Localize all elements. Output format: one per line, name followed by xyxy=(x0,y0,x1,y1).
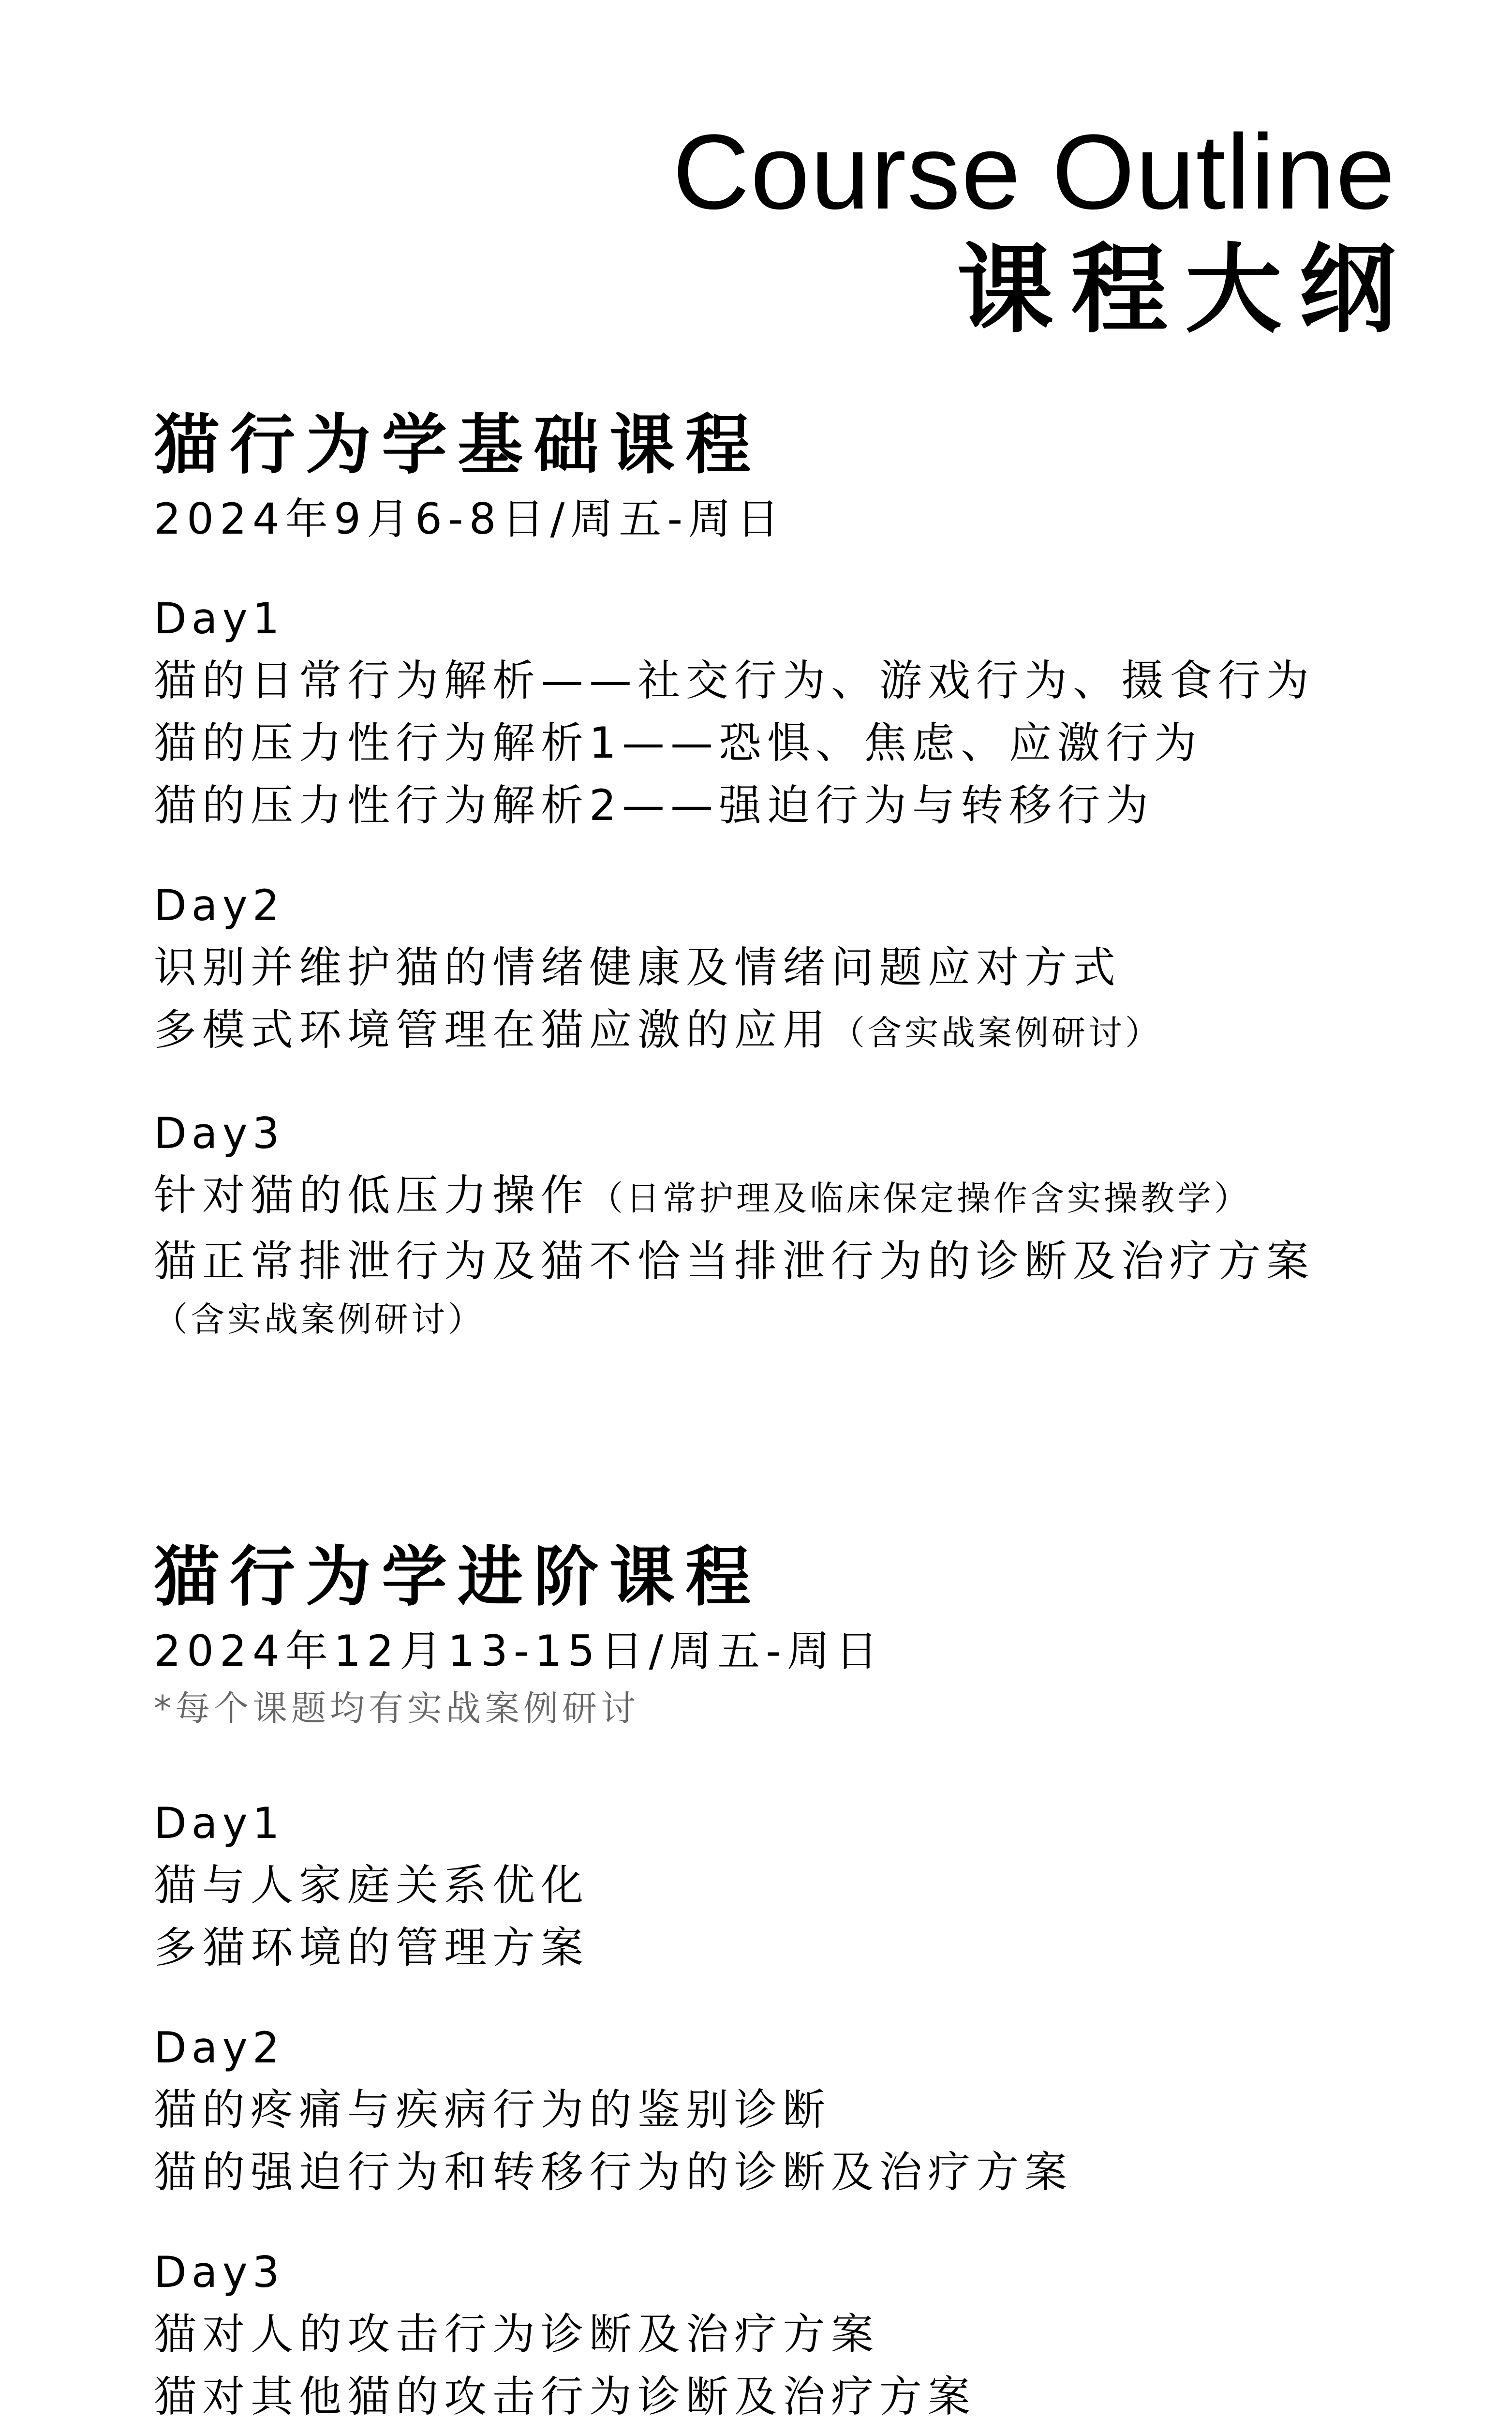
topic-item xyxy=(154,2303,1411,2365)
topic-item xyxy=(154,1916,1411,1979)
topic-item xyxy=(154,2141,1411,2203)
topic-item xyxy=(154,1230,1411,1292)
course-note: *每个课题均有实战案例研讨 xyxy=(154,1688,640,1729)
topic-item xyxy=(154,999,1411,1064)
topic-sub-note: （含实战案例研讨） xyxy=(154,1299,485,1339)
topic-item xyxy=(154,1854,1411,1916)
day-block xyxy=(154,1793,1411,1979)
course-date: 2024年12月13-15日/周五-周日 xyxy=(154,1626,884,1676)
day-block xyxy=(154,2242,1411,2419)
topic-text: 猫的压力性行为解析1——恐惧、焦虑、应激行为 xyxy=(154,718,1202,768)
topic-text: 针对猫的低压力操作 xyxy=(154,1170,590,1220)
day-label: Day1 xyxy=(154,1798,284,1848)
day-label: Day3 xyxy=(154,2247,284,2297)
page-title-zh: 课程大纲 xyxy=(956,234,1413,346)
page-header xyxy=(672,111,1413,348)
topic-text: 猫的日常行为解析——社交行为、游戏行为、摄食行为 xyxy=(154,656,1315,705)
course-title: 猫行为学进阶课程 xyxy=(154,1539,761,1615)
topic-item xyxy=(154,2365,1411,2419)
course-date: 2024年9月6-8日/周五-周日 xyxy=(154,494,786,544)
course-section-advanced xyxy=(154,1538,1411,2419)
topic-item xyxy=(154,2078,1411,2141)
topic-item xyxy=(154,774,1411,836)
topic-text: 猫对其他猫的攻击行为诊断及治疗方案 xyxy=(154,2372,977,2419)
topic-text: 猫对人的攻击行为诊断及治疗方案 xyxy=(154,2309,880,2359)
topic-note: （日常护理及临床保定操作含实操教学） xyxy=(589,1179,1251,1218)
day-block xyxy=(154,588,1411,836)
topic-text: 多猫环境的管理方案 xyxy=(154,1923,590,1972)
day-label: Day1 xyxy=(154,594,284,643)
topic-text: 猫的疼痛与疾病行为的鉴别诊断 xyxy=(154,2085,831,2135)
topic-item xyxy=(154,649,1411,712)
topic-text: 识别并维护猫的情绪健康及情绪问题应对方式 xyxy=(154,942,1122,992)
topic-item xyxy=(154,936,1411,999)
topic-item xyxy=(154,712,1411,774)
topic-text: 猫的强迫行为和转移行为的诊断及治疗方案 xyxy=(154,2147,1073,2197)
day-block xyxy=(154,875,1411,1064)
page-title-en: Course Outline xyxy=(672,112,1396,231)
day-block xyxy=(154,1103,1411,1346)
course-title: 猫行为学基础课程 xyxy=(154,407,761,483)
day-label: Day2 xyxy=(154,2023,284,2073)
day-label: Day3 xyxy=(154,1108,284,1158)
course-section-basic xyxy=(154,406,1411,1346)
topic-text: 猫的压力性行为解析2——强迫行为与转移行为 xyxy=(154,780,1154,830)
topic-note: （含实战案例研讨） xyxy=(831,1013,1162,1053)
day-block xyxy=(154,2017,1411,2203)
topic-item xyxy=(154,1164,1411,1230)
topic-text: 猫与人家庭关系优化 xyxy=(154,1860,590,1910)
topic-text: 猫正常排泄行为及猫不恰当排泄行为的诊断及治疗方案 xyxy=(154,1236,1315,1286)
topic-text: 多模式环境管理在猫应激的应用 xyxy=(154,1005,831,1055)
day-label: Day2 xyxy=(154,881,284,930)
